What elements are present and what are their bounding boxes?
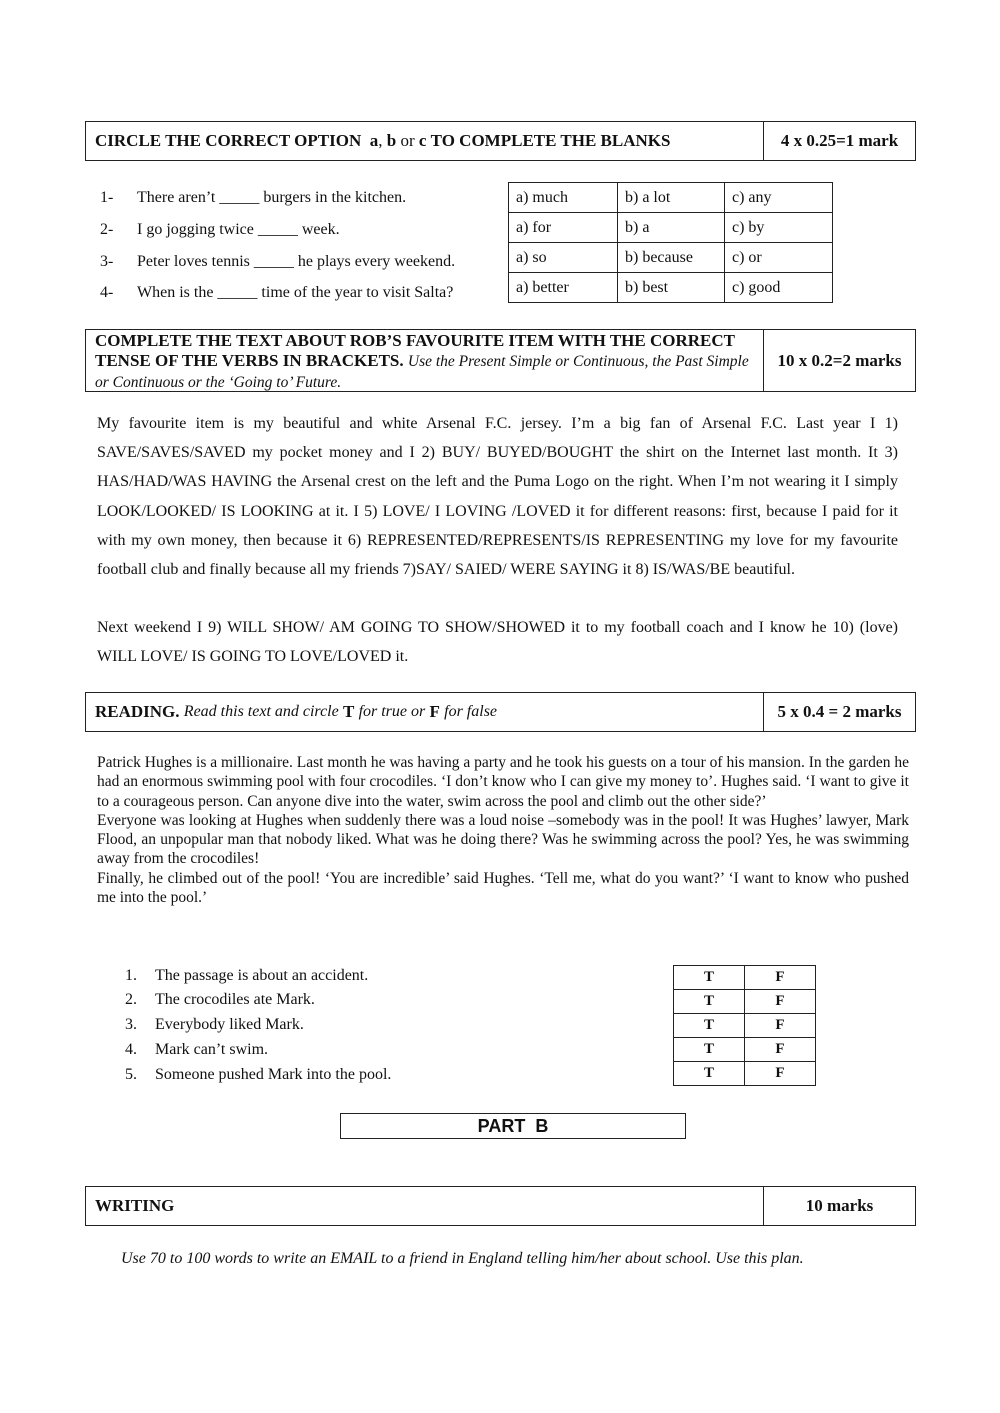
true-false-table: [673, 965, 816, 1086]
statement-text: Mark can’t swim.: [155, 1041, 269, 1058]
false-option[interactable]: F: [745, 990, 816, 1014]
options-table: [508, 182, 833, 303]
section3-instr-3: for false: [444, 703, 498, 720]
option-a[interactable]: a) much: [509, 183, 618, 213]
question-number: 3-: [100, 253, 114, 270]
section2-title-italic: Use the Present Simple or Continuous, the Past Simple or Continuous or the ‘Going to’ Future.: [95, 353, 749, 391]
true-option[interactable]: T: [674, 1014, 745, 1038]
question-text: Peter loves tennis _____ he plays every weekend.: [137, 253, 456, 270]
true-option[interactable]: T: [674, 1038, 745, 1062]
section1-title-a: a: [369, 131, 379, 150]
section1-header: [85, 121, 916, 161]
option-c[interactable]: c) good: [725, 273, 833, 303]
section1-title-c: c: [418, 131, 427, 150]
question-text: I go jogging twice _____ week.: [137, 221, 340, 238]
rob-text-paragraph-2: Next weekend I 9) WILL SHOW/ AM GOING TO SHOW/SHOWED it to my football coach and I know he 10) (love) WILL LOVE/ IS GOING TO LOVE/LOVED it.: [97, 619, 898, 666]
section1-marks: 4 x 0.25=1 mark: [780, 131, 899, 150]
options-row-3: [509, 243, 833, 273]
tf-row-4: [674, 1038, 816, 1062]
question-number: 2-: [100, 221, 114, 238]
section3-instr-t: T: [342, 702, 355, 721]
section1-title: [86, 122, 764, 160]
statement-number: 4.: [125, 1041, 137, 1058]
option-b[interactable]: b) best: [618, 273, 725, 303]
option-c[interactable]: c) by: [725, 213, 833, 243]
section3-marks: 5 x 0.4 = 2 marks: [777, 702, 902, 721]
statement-number: 1.: [125, 967, 137, 984]
question-text: When is the _____ time of the year to visit Salta?: [137, 284, 454, 301]
section3-header: [85, 692, 916, 732]
option-b[interactable]: b) a lot: [618, 183, 725, 213]
question-number: 4-: [100, 284, 114, 301]
section1-title-post: TO COMPLETE THE BLANKS: [430, 131, 671, 150]
story-paragraph: Finally, he climbed out of the pool! ‘You are incredible’ said Hughes. ‘Tell me, what do you want?’ ‘I want to know who pushed me into the pool.’: [97, 869, 909, 907]
options-row-1: [509, 183, 833, 213]
section1-title-b: b: [386, 131, 397, 150]
statement-number: 5.: [125, 1066, 137, 1083]
section2-marks: 10 x 0.2=2 marks: [777, 350, 902, 370]
option-a[interactable]: a) better: [509, 273, 618, 303]
false-option[interactable]: F: [745, 966, 816, 990]
false-option[interactable]: F: [745, 1062, 816, 1086]
statement-number: 2.: [125, 991, 137, 1008]
options-row-2: [509, 213, 833, 243]
section1-title-comma: ,: [378, 131, 383, 150]
tf-row-2: [674, 990, 816, 1014]
section2-header: [85, 329, 916, 392]
statement-text: The crocodiles ate Mark.: [155, 991, 315, 1008]
options-row-4: [509, 273, 833, 303]
section2-title: [86, 330, 764, 391]
story-paragraph: Everyone was looking at Hughes when suddenly there was a loud noise –somebody was in the pool! It was Hughes’ lawyer, Mark Flood, an unpopular man that nobody liked. What was he doing there? Was he swimming across the pool? Yes, he was swimming away from the crocodiles!: [97, 811, 909, 868]
false-option[interactable]: F: [745, 1014, 816, 1038]
section3-instr-2: for true or: [358, 703, 426, 720]
true-option[interactable]: T: [674, 1062, 745, 1086]
option-b[interactable]: b) a: [618, 213, 725, 243]
tf-row-5: [674, 1062, 816, 1086]
section2-title-bold: COMPLETE THE TEXT ABOUT ROB’S FAVOURITE ITEM WITH THE CORRECT TENSE OF THE VERBS IN BRACKETS.: [95, 331, 735, 370]
statement-text: Everybody liked Mark.: [155, 1016, 304, 1033]
question-text: There aren’t _____ burgers in the kitchen.: [137, 189, 407, 206]
false-option[interactable]: F: [745, 1038, 816, 1062]
section3-title-bold: READING.: [95, 702, 180, 721]
story-paragraph: Patrick Hughes is a millionaire. Last month he was having a party and he took his guests on a tour of his mansion. In the garden he had an enormous swimming pool with four crocodiles. ‘I don’t know who I can give my money to’. Hughes said. ‘I want to give it to a courageous person. Can anyone dive into the water, swim across the pool and climb out the other side?’: [97, 754, 909, 810]
rob-text-paragraph-1: My favourite item is my beautiful and white Arsenal F.C. jersey. I’m a big fan of Arsenal F.C. Last year I 1) SAVE/SAVES/SAVED my pocket money and I 2) BUY/ BUYED/BOUGHT the shirt on the Internet last month. It 3) HAS/HAD/WAS HAVING the Arsenal crest on the left and the Puma Logo on the right. When I’m not wearing it I simply LOOK/LOOKED/ IS LOOKING at it. I 5) LOVE/ I LOVING /LOVED it for different reasons: first, because I paid for it with my own money, then because it 6) REPRESENTED/REPRESENTS/IS REPRESENTING my love for my favourite football club and finally because all my friends 7)SAY/ SAIED/ WERE SAYING it 8) IS/WAS/BE beautiful.: [97, 415, 898, 579]
section1-title-pre: CIRCLE THE CORRECT OPTION: [95, 131, 362, 150]
section4-marks: 10 marks: [805, 1196, 874, 1215]
section3-title: [86, 693, 764, 731]
option-c[interactable]: c) or: [725, 243, 833, 273]
option-a[interactable]: a) so: [509, 243, 618, 273]
section1-title-or: or: [400, 131, 415, 150]
statement-number: 3.: [125, 1016, 137, 1033]
option-a[interactable]: a) for: [509, 213, 618, 243]
statement-text: The passage is about an accident.: [155, 967, 369, 984]
statement-text: Someone pushed Mark into the pool.: [155, 1066, 392, 1083]
option-b[interactable]: b) because: [618, 243, 725, 273]
true-option[interactable]: T: [674, 990, 745, 1014]
question-number: 1-: [100, 189, 114, 206]
reading-story: [97, 753, 909, 907]
section4-header: [85, 1186, 916, 1226]
writing-instruction: Use 70 to 100 words to write an EMAIL to a friend in England telling him/her about school. Use this plan.: [121, 1250, 804, 1267]
tf-row-3: [674, 1014, 816, 1038]
section3-instr-f: F: [429, 702, 440, 721]
part-b-heading: PART B: [340, 1113, 686, 1139]
option-c[interactable]: c) any: [725, 183, 833, 213]
tf-row-1: [674, 966, 816, 990]
true-option[interactable]: T: [674, 966, 745, 990]
section4-title: WRITING: [86, 1187, 764, 1225]
section3-instr-1: Read this text and circle: [183, 703, 339, 720]
